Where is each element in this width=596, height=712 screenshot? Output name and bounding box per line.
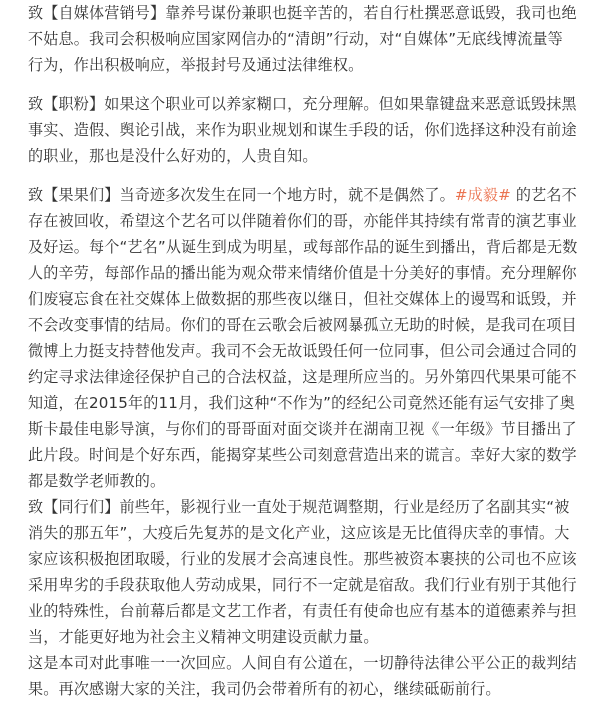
paragraph-to-peers: 致【同行们】前些年，影视行业一直处于规范调整期，行业是经历了名副其实“被消失的那五年”，大疫后先复苏的是文化产业，这应该是无比值得庆幸的事情。大家应该积极抱团取暖，行业的发展才会高速良性。那些被资本裹挟的公司也不应该采用卑劣的手段获取他人劳动成果，同行不一定就是宿敌。我们行业有别于其他行业的特殊性，台前幕后都是文艺工作者，有责任有使命也应有基本的道德素养与担当，才能更好地为社会主义精神文明建设贡献力量。 (28, 498, 577, 646)
closing-section (28, 494, 578, 702)
paragraph-to-professional-fans: 致【职粉】如果这个职业可以养家糊口，充分理解。但如果靠键盘来恶意诋毁抹黑事实、造假、舆论引战，来作为职业规划和谋生手段的话，你们选择这种没有前途的职业，那也是没什么好劝的，人贵自知。 (28, 95, 577, 165)
hashtag-link[interactable]: #成毅# (454, 186, 511, 204)
closing-paragraph: 这是本司对此事唯一一次回应。人间自有公道在，一切静待法律公平公正的裁判结果。再次感谢大家的关注，我司仍会带着所有的初心，继续砥砺前行。 (28, 654, 577, 698)
paragraph-to-media-accounts: 致【自媒体营销号】靠养号谋份兼职也挺辛苦的，若自行杜撰恶意诋毁，我司也绝不姑息。我司会积极响应国家网信办的“清朗”行动，对“自媒体”无底线博流量等行为，作出积极响应，举报封号及通过法律维权。 (28, 4, 577, 74)
paragraph-to-fans (28, 182, 578, 494)
paragraph-to-fans-intro: 致【果果们】当奇迹多次发生在同一个地方时，就不是偶然了。 (28, 186, 455, 204)
paragraph-to-fans-body: 的艺名不存在被回收，希望这个艺名可以伴随着你们的哥，亦能伴其持续有常青的演艺事业及好运。每个“艺名”从诞生到成为明星，或每部作品的诞生到播出，背后都是无数人的辛劳，每部作品的播出能为观众带来情绪价值是十分美好的事情。充分理解你们废寝忘食在社交媒体上做数据的那些夜以继日，但社交媒体上的谩骂和诋毁，并不会改变事情的结局。你们的哥在云歌会后被网暴孤立无助的时候，是我司在项目微博上力挺支持替他发声。我司不会无故诋毁任何一位同事，但公司会通过合同的约定寻求法律途径保护自己的合法权益，这是理所应当的。另外第四代果果可能不知道，在2015年的11月，我们这种“不作为”的经纪公司竟然还能有运气安排了奥斯卡最佳电影导演，与你们的哥哥面对面交谈并在湖南卫视《一年级》节目播出了此片段。时间是个好东西，能揭穿某些公司刻意营造出来的谎言。幸好大家的数学都是数学老师教的。 (28, 186, 578, 490)
